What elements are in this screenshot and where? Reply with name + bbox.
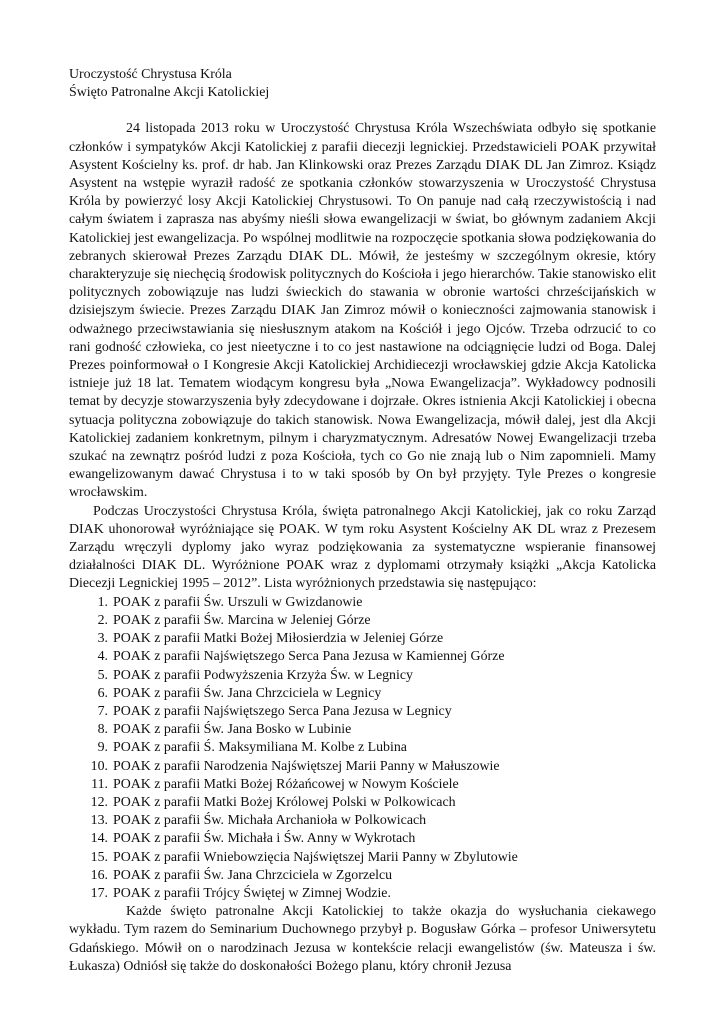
list-item (69, 849, 656, 867)
list-item (69, 794, 656, 812)
list-text: POAK z parafii Trójcy Świętej w Zimnej Wodzie. (113, 885, 391, 901)
list-text: POAK z parafii Św. Michała i Św. Anny w Wykrotach (113, 831, 416, 847)
list-item (69, 721, 656, 739)
list-number: 15. (90, 849, 108, 865)
list-text: POAK z parafii Podwyższenia Krzyża Św. w Legnicy (113, 667, 413, 683)
list-item (69, 739, 656, 757)
list-item (69, 594, 656, 612)
list-text: POAK z parafii Św. Michała Archanioła w Polkowicach (113, 813, 427, 829)
list-number: 10. (90, 758, 108, 774)
list-item (69, 885, 656, 903)
list-text: POAK z parafii Św. Urszuli w Gwizdanowie (113, 594, 363, 610)
paragraph-intro: 24 listopada 2013 roku w Uroczystość Chrystusa Króla Wszechświata odbyło się spotkanie członków i sympatyków Akcji Katolickiej z parafii diecezji legnickiej. Przedstawicieli POAK przywitał Asystent Kościelny ks. prof. dr hab. Jan Klinkowski oraz Prezes Zarządu DIAK DL Jan Zimroz. Ksiądz Asystent na wstępie wyraził radość ze spotkania członków stowarzyszenia w Uroczystość Chrystusa Króla by powierzyć losy Akcji Katolickiej Chrystusowi. To On panuje nad całą rzeczywistością i nad całym światem i zaprasza nas abyśmy nieśli słowa ewangelizacji w świat, bo głównym zadaniem Akcji Katolickiej jest ewangelizacja. Po wspólnej modlitwie na rozpoczęcie spotkania słowa podziękowania do zebranych skierował Prezes Zarządu DIAK DL. Mówił, że jesteśmy w szczególnym okresie, który charakteryzuje się niechęcią środowisk politycznych do Kościoła i jego hierarchów. Takie stanowisko elit politycznych zobowiązuje nas ludzi świeckich do stawania w obronie wartości chrześcijańskich w dzisiejszym świecie. Prezes Zarządu DIAK Jan Zimroz mówił o konieczności zajmowania stanowisk i odważnego przeciwstawiania się niesłusznym atakom na Kościół i jego Ojców. Trzeba odrzucić to co rani godność człowieka, co jest nieetyczne i to co jest nastawione na odciągnięcie ludzi od Boga. Dalej Prezes poinformował o I Kongresie Akcji Katolickiej Archidiecezji wrocławskiej gdzie Akcja Katolicka istnieje już 18 lat. Tematem wiodącym kongresu była „Nowa Ewangelizacja”. Wykładowcy podnosili temat by decyzje stowarzyszenia były zdecydowane i dojrzałe. Okres istnienia Akcji Katolickiej i obecna sytuacja polityczna zobowiązuje do takich stanowisk. Nowa Ewangelizacja, mówił dalej, jest dla Akcji Katolickiej zadaniem konkretnym, pilnym i charyzmatycznym. Adresatów Nowej Ewangelizacji trzeba szukać na zewnątrz pośród ludzi z poza Kościoła, tych co Go nie znają lub o Nim zapomnieli. Mamy ewangelizowanym dawać Chrystusa i to w taki sposób by On był przyjęty. Tyle Prezes o kongresie wrocławskim. (69, 121, 656, 501)
list-number: 2. (97, 612, 108, 628)
list-text: POAK z parafii Narodzenia Najświętszej Marii Panny w Małuszowie (113, 758, 500, 774)
list-number: 3. (97, 631, 108, 647)
list-text: POAK z parafii Najświętszego Serca Pana Jezusa w Kamiennej Górze (113, 649, 505, 665)
list-item (69, 703, 656, 721)
list-item (69, 776, 656, 794)
list-item (69, 612, 656, 630)
spacer (69, 102, 656, 120)
list-text: POAK z parafii Św. Jana Bosko w Lubinie (113, 722, 352, 738)
list-item (69, 685, 656, 703)
list-number: 16. (90, 867, 108, 883)
list-number: 12. (90, 794, 108, 810)
list-item (69, 867, 656, 885)
list-item (69, 648, 656, 666)
list-number: 7. (97, 703, 108, 719)
list-number: 5. (97, 667, 108, 683)
paragraph-awards-intro: Podczas Uroczystości Chrystusa Króla, święta patronalnego Akcji Katolickiej, jak co roku Zarząd DIAK uhonorował wyróżniające się POAK. W tym roku Asystent Kościelny AK DL wraz z Prezesem Zarządu wręczyli dyplomy jako wyraz podziękowania za systematyczne wspieranie finansowej działalności DIAK DL. Wyróżnione POAK wraz z dyplomami otrzymały książki „Akcja Katolicka Diecezji Legnickiej 1995 – 2012”. Lista wyróżnionych przedstawia się następująco: (69, 503, 656, 592)
list-number: 4. (97, 649, 108, 665)
document-page (69, 66, 656, 976)
awards-list (69, 594, 656, 903)
list-text: POAK z parafii Matki Bożej Różańcowej w Nowym Kościele (113, 776, 459, 792)
list-number: 9. (97, 740, 108, 756)
list-number: 1. (97, 594, 108, 610)
list-number: 13. (90, 813, 108, 829)
list-item (69, 667, 656, 685)
list-item (69, 830, 656, 848)
list-number: 17. (90, 885, 108, 901)
paragraph-lecture: Każde święto patronalne Akcji Katolickiej to także okazja do wysłuchania ciekawego wykładu. Tym razem do Seminarium Duchownego przybył p. Bogusław Górka – profesor Uniwersytetu Gdańskiego. Mówił on o narodzinach Jezusa w kontekście relacji ewangelistów (św. Mateusza i św. Łukasza) Odniósł się także do doskonałości Bożego planu, który chronił Jezusa (69, 904, 656, 974)
list-text: POAK z parafii Wniebowzięcia Najświętszej Marii Panny w Zbylutowie (113, 849, 518, 865)
list-text: POAK z parafii Św. Jana Chrzciciela w Legnicy (113, 685, 382, 701)
document-subtitle: Święto Patronalne Akcji Katolickiej (69, 85, 270, 101)
list-text: POAK z parafii Matki Bożej Miłosierdzia w Jeleniej Górze (113, 631, 444, 647)
list-text: POAK z parafii Najświętszego Serca Pana Jezusa w Legnicy (113, 703, 452, 719)
list-item (69, 758, 656, 776)
document-title: Uroczystość Chrystusa Króla (69, 67, 232, 82)
list-number: 8. (97, 722, 108, 738)
list-text: POAK z parafii Św. Jana Chrzciciela w Zgorzelcu (113, 867, 393, 883)
list-item (69, 630, 656, 648)
list-text: POAK z parafii Św. Marcina w Jeleniej Górze (113, 612, 371, 628)
list-number: 14. (90, 831, 108, 847)
list-number: 11. (91, 776, 108, 792)
list-text: POAK z parafii Ś. Maksymiliana M. Kolbe z Lubina (113, 740, 407, 756)
list-text: POAK z parafii Matki Bożej Królowej Polski w Polkowicach (113, 794, 456, 810)
list-item (69, 812, 656, 830)
list-number: 6. (97, 685, 108, 701)
